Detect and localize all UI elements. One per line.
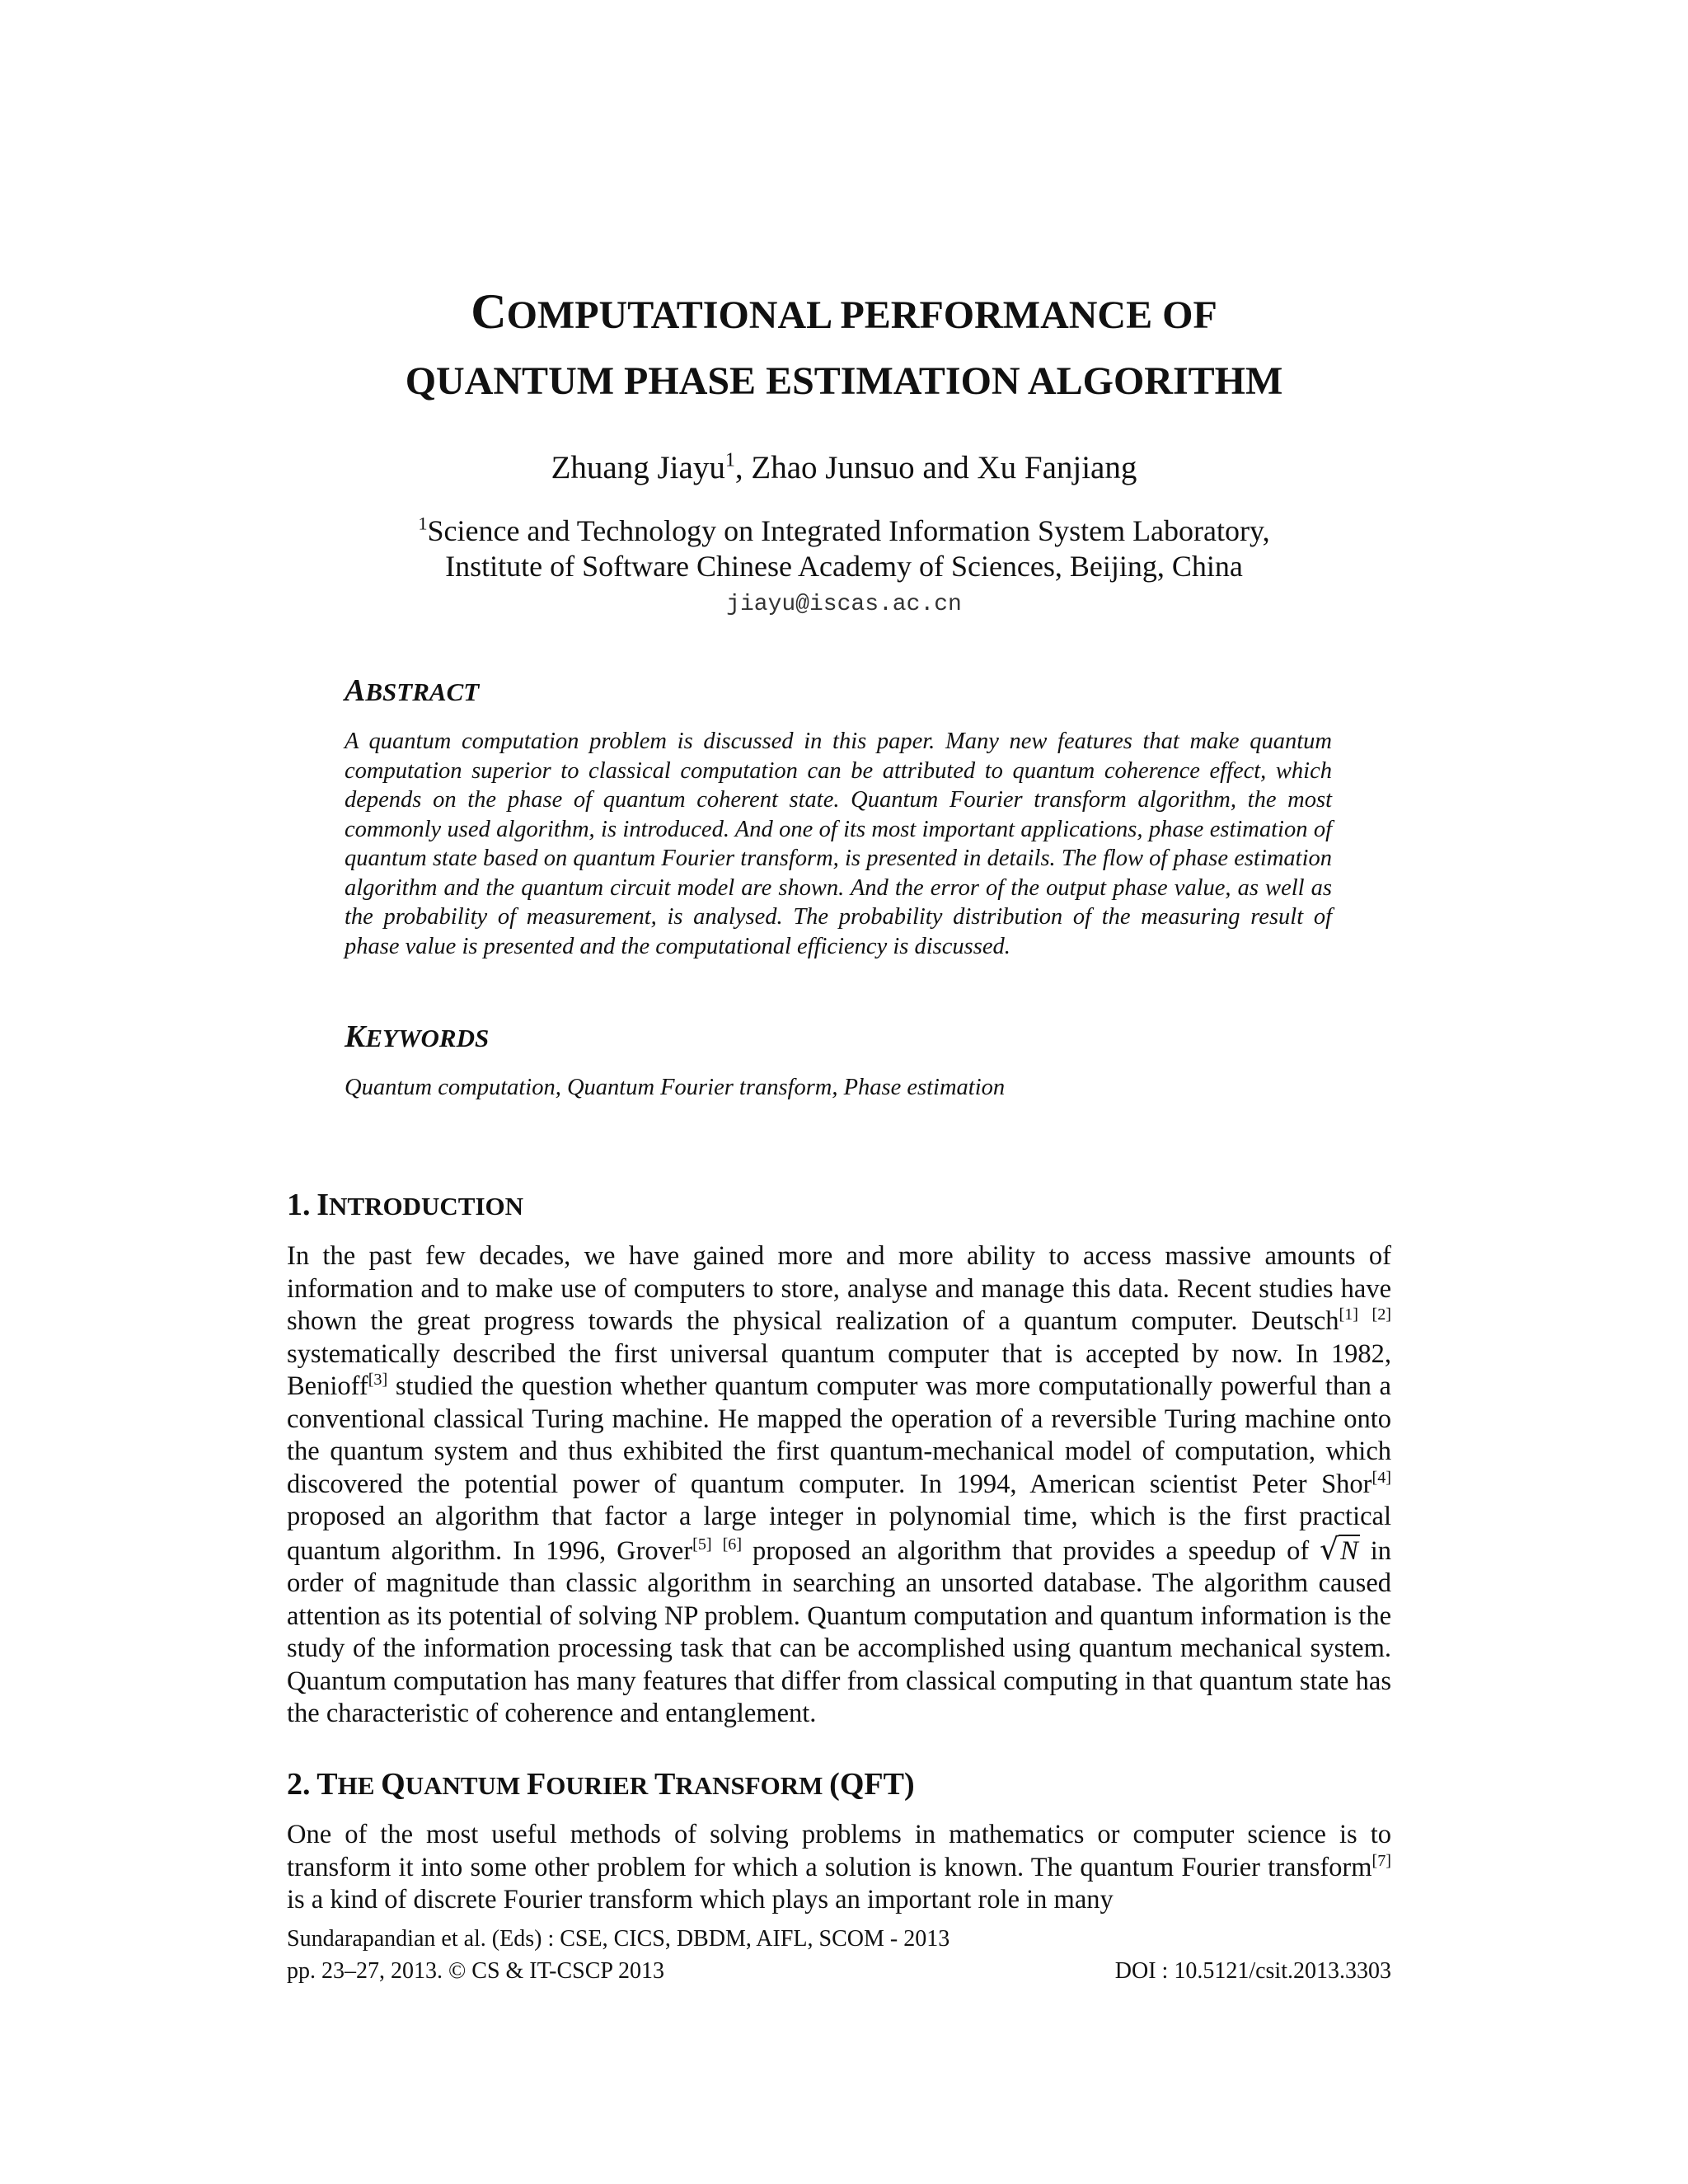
footer-pages-copyright: pp. 23–27, 2013. © CS & IT-CSCP 2013 xyxy=(287,1958,664,1984)
citation[interactable]: [4] xyxy=(1372,1468,1391,1487)
section-2-heading: 2. THE QUANTUM FOURIER TRANSFORM (QFT) xyxy=(287,1767,915,1802)
title-line-2: QUANTUM PHASE ESTIMATION ALGORITHM xyxy=(405,359,1283,403)
citation[interactable]: [2] xyxy=(1372,1305,1392,1324)
citation[interactable]: [1] xyxy=(1339,1305,1359,1324)
affiliation xyxy=(0,513,1688,584)
author-1-affiliation-mark: 1 xyxy=(724,448,735,471)
citation[interactable]: [6] xyxy=(722,1535,743,1554)
affiliation-line-1: $^1$Science and Technology on Integrated Information System Laboratory, xyxy=(418,513,1270,547)
author-list xyxy=(0,448,1688,489)
sqrt-symbol: √ xyxy=(1320,1532,1339,1567)
section-1-paragraph: In the past few decades, we have gained more and more ability to access massive amounts of information and to make use of computers to store, analyse and manage this data. Recent studies have shown the great progress towards the physical realization of a quantum computer. Deutsch[1] [2] systematically described the first universal quantum computer that is accepted by now. In 1982, Benioff[3] studied the question whether quantum computer was more computationally powerful than a conventional classical Turing machine. He mapped the operation of a reversible Turing machine onto the quantum system and thus exhibited the first quantum-mechanical model of computation, which discovered the potential power of quantum computer. In 1994, American scientist Peter Shor[4] proposed an algorithm that factor a large integer in polynomial time, which is the first practical quantum algorithm. In 1996, Grover[5] [6] proposed an algorithm that provides a speedup of √N in order of magnitude than classic algorithm in searching an unsorted database. The algorithm caused attention as its potential of solving NP problem. Quantum computation and quantum information is the study of the information processing task that can be accomplished using quantum mechanical system. Quantum computation has many features that differ from classical computing in that quantum state has the characteristic of coherence and entanglement. xyxy=(287,1241,1392,1728)
abstract-heading: ABSTRACT xyxy=(345,673,480,708)
keywords-heading: KEYWORDS xyxy=(345,1019,490,1054)
section-1-heading: 1. INTRODUCTION xyxy=(287,1188,524,1222)
citation[interactable]: [5] xyxy=(692,1535,712,1554)
footer-pages xyxy=(287,1957,1391,1986)
affiliation-line-2: Institute of Software Chinese Academy of Sciences, Beijing, China xyxy=(445,550,1243,583)
title-initial: C xyxy=(471,284,507,339)
section-2-paragraph: One of the most useful methods of solving problems in mathematics or computer science is to transform it into some other problem for which a solution is known. The quantum Fourier transform[7] is a kind of discrete Fourier transform which plays an important role in many xyxy=(287,1820,1391,1915)
paper-title xyxy=(0,279,1688,415)
footer-proceedings: Sundarapandian et al. (Eds) : CSE, CICS, DBDM, AIFL, SCOM - 2013 xyxy=(287,1926,950,1952)
abstract-text: A quantum computation problem is discussed in this paper. Many new features that make quantum computation superior to classical computation can be attributed to quantum coherence effect, which depends on the phase of quantum coherent state. Quantum Fourier transform algorithm, the most commonly used algorithm, is introduced. And one of its most important applications, phase estimation of quantum state based on quantum Fourier transform, is presented in details. The flow of phase estimation algorithm and the quantum circuit model are shown. And the error of the output phase value, as well as the probability of measurement, is analysed. The probability distribution of the measuring result of phase value is presented and the computational efficiency is discussed. xyxy=(345,729,1332,959)
author-email[interactable]: jiayu@iscas.ac.cn xyxy=(726,592,962,617)
citation[interactable]: [7] xyxy=(1372,1851,1391,1870)
citation[interactable]: [3] xyxy=(368,1370,388,1389)
affiliation-mark: 1 xyxy=(418,513,428,534)
author-1: Zhuang Jiayu xyxy=(551,450,725,485)
keywords-text: Quantum computation, Quantum Fourier transform, Phase estimation xyxy=(345,1075,1006,1100)
footer-doi[interactable]: DOI : 10.5121/csit.2013.3303 xyxy=(1114,1958,1391,1984)
title-line-1 xyxy=(0,279,1688,349)
other-authors: , Zhao Junsuo and Xu Fanjiang xyxy=(734,450,1137,485)
sqrt-variable: N xyxy=(1340,1535,1358,1566)
title-line-1-rest: OMPUTATIONAL PERFORMANCE OF xyxy=(506,293,1217,337)
